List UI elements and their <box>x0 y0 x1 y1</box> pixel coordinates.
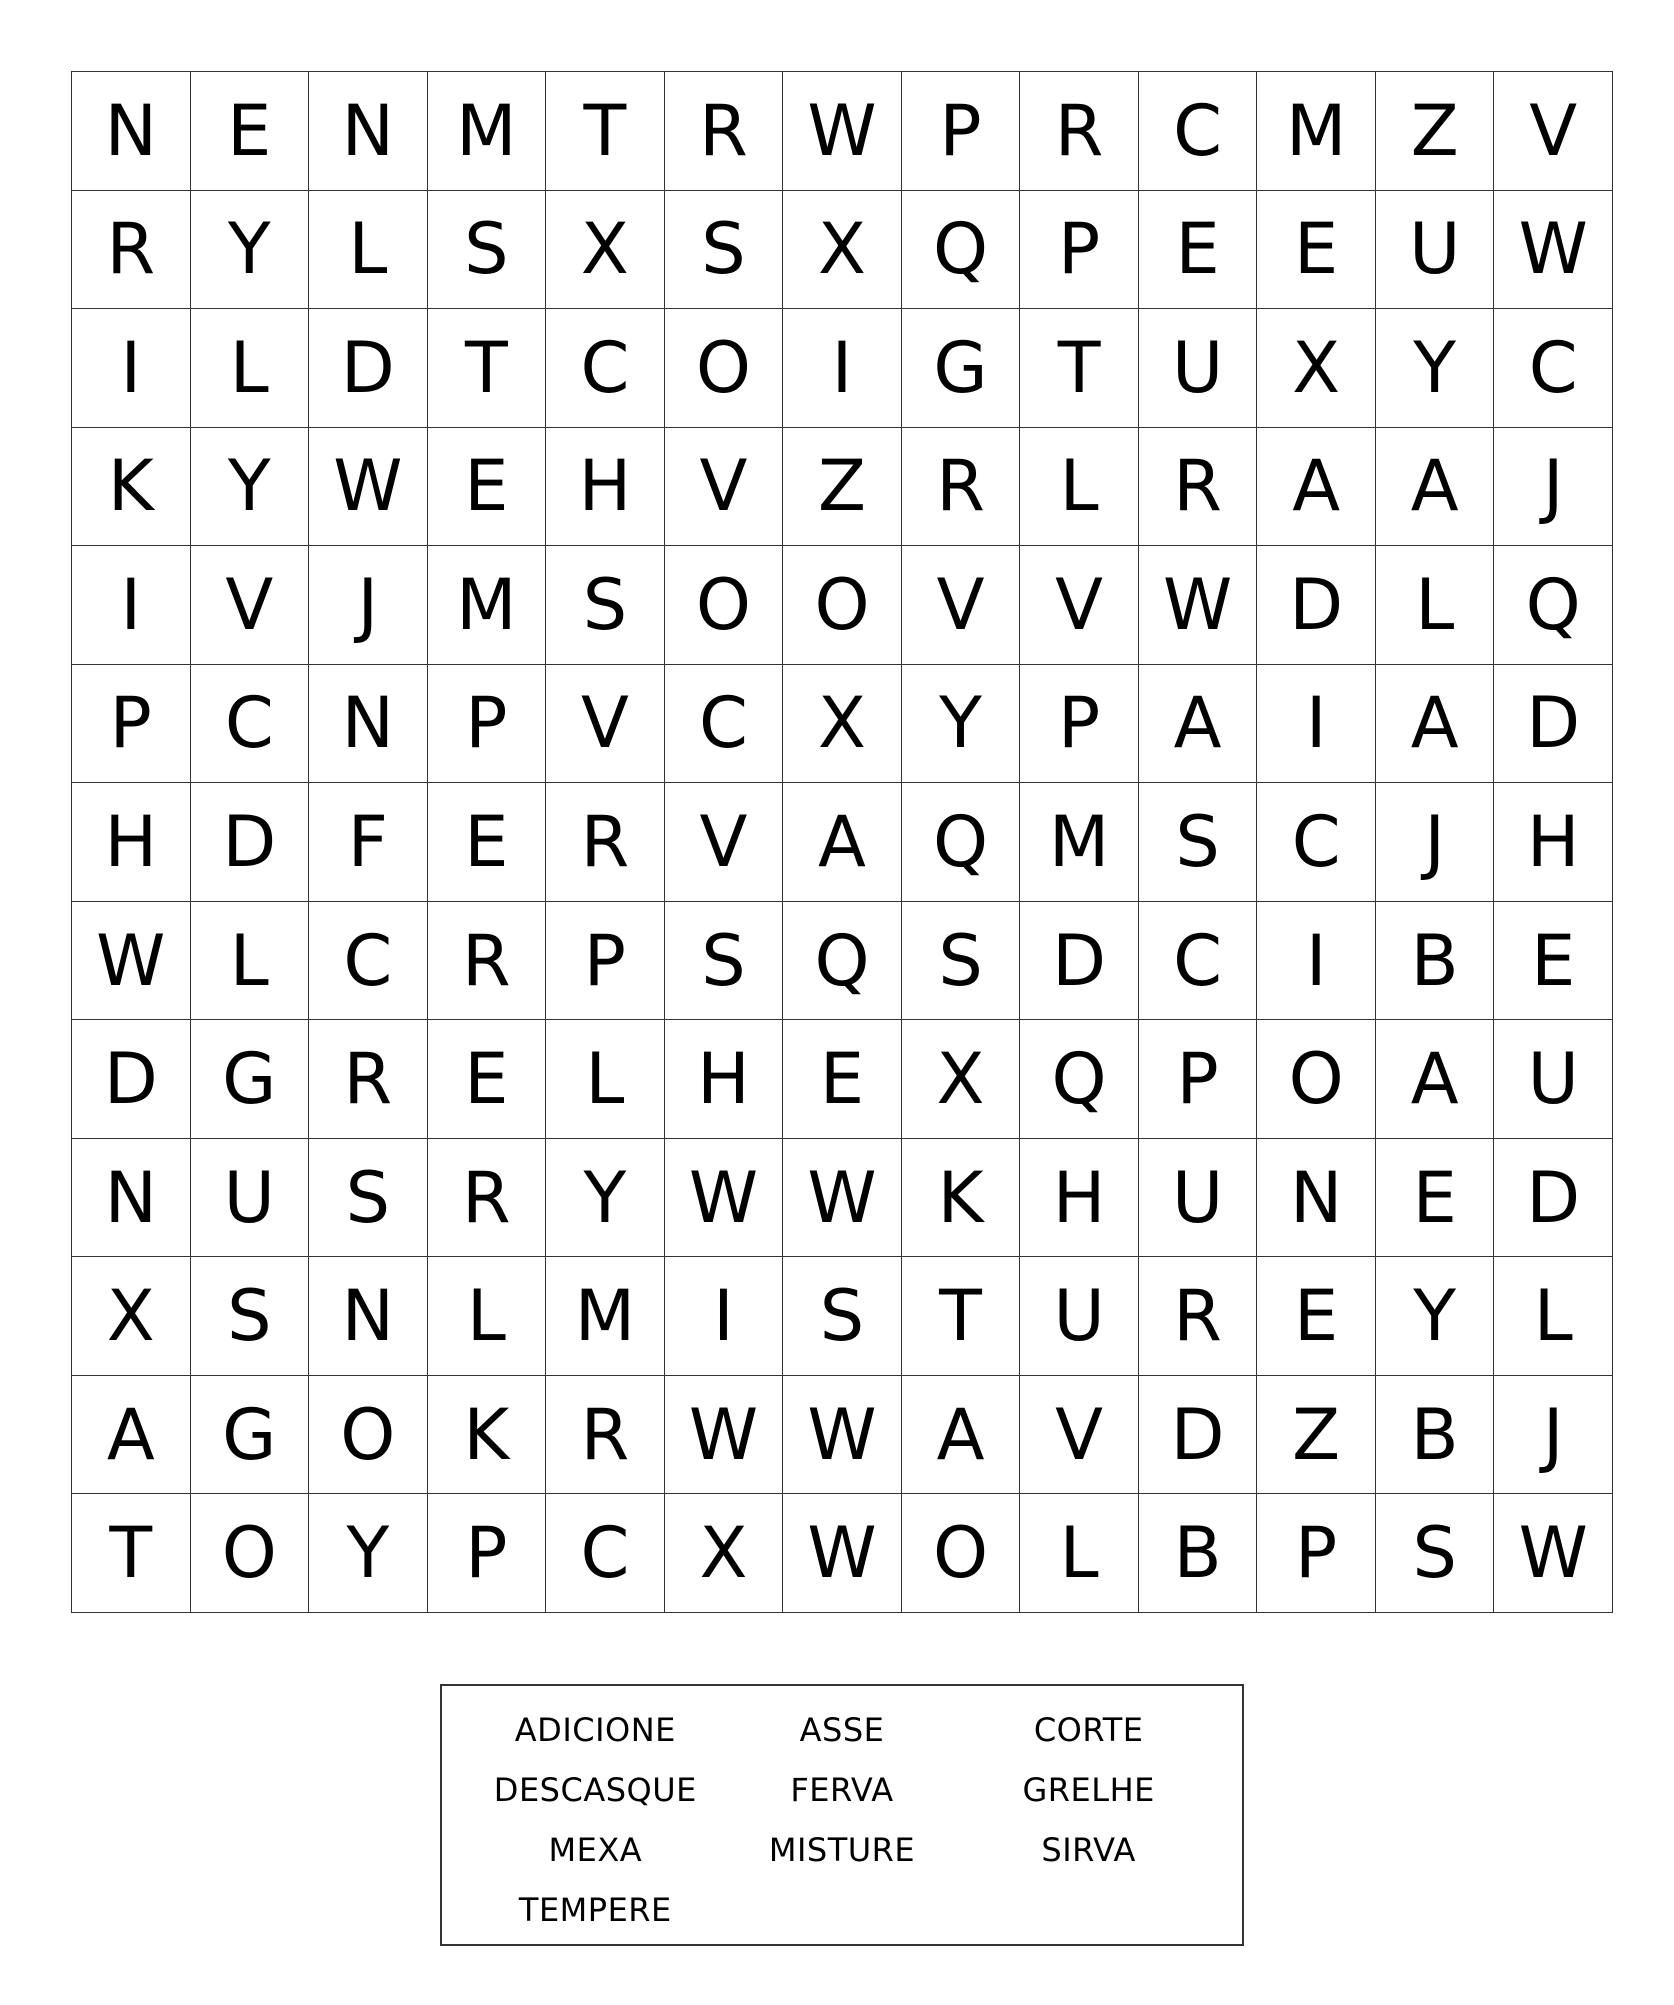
grid-cell[interactable]: U <box>1139 1139 1258 1258</box>
grid-cell[interactable]: L <box>1494 1257 1613 1376</box>
grid-cell[interactable]: X <box>1257 309 1376 428</box>
grid-cell[interactable]: V <box>665 783 784 902</box>
grid-cell[interactable]: I <box>1257 665 1376 784</box>
grid-cell[interactable]: D <box>309 309 428 428</box>
grid-cell[interactable]: R <box>309 1020 428 1139</box>
grid-cell[interactable]: S <box>546 546 665 665</box>
grid-cell[interactable]: E <box>1376 1139 1495 1258</box>
grid-cell[interactable]: G <box>902 309 1021 428</box>
grid-cell[interactable]: Y <box>1376 1257 1495 1376</box>
grid-cell[interactable]: C <box>665 665 784 784</box>
grid-cell[interactable]: Q <box>783 902 902 1021</box>
grid-cell[interactable]: R <box>428 1139 547 1258</box>
grid-cell[interactable]: L <box>428 1257 547 1376</box>
grid-cell[interactable]: B <box>1376 902 1495 1021</box>
word-list-item: SIRVA <box>1041 1831 1136 1869</box>
grid-cell[interactable]: C <box>546 309 665 428</box>
grid-cell[interactable]: O <box>191 1494 310 1613</box>
grid-cell[interactable]: D <box>1494 1139 1613 1258</box>
grid-cell[interactable]: Y <box>546 1139 665 1258</box>
grid-cell[interactable]: N <box>309 665 428 784</box>
grid-cell[interactable]: T <box>546 72 665 191</box>
grid-cell[interactable]: D <box>1020 902 1139 1021</box>
grid-cell[interactable]: J <box>309 546 428 665</box>
grid-cell[interactable]: Z <box>783 428 902 547</box>
grid-cell[interactable]: E <box>191 72 310 191</box>
grid-cell[interactable]: N <box>309 1257 428 1376</box>
grid-cell[interactable]: U <box>1139 309 1258 428</box>
grid-cell[interactable]: E <box>1139 191 1258 310</box>
grid-cell[interactable]: X <box>902 1020 1021 1139</box>
grid-cell[interactable]: I <box>665 1257 784 1376</box>
word-list-box <box>440 1684 1244 1946</box>
grid-cell[interactable]: V <box>1020 1376 1139 1495</box>
grid-cell[interactable]: D <box>191 783 310 902</box>
grid-cell[interactable]: S <box>665 191 784 310</box>
grid-cell[interactable]: J <box>1494 1376 1613 1495</box>
grid-cell[interactable]: R <box>1020 72 1139 191</box>
grid-cell[interactable]: N <box>309 72 428 191</box>
grid-cell[interactable]: S <box>309 1139 428 1258</box>
grid-cell[interactable]: O <box>783 546 902 665</box>
grid-cell[interactable]: A <box>1257 428 1376 547</box>
grid-cell[interactable]: Q <box>1020 1020 1139 1139</box>
grid-cell[interactable]: C <box>191 665 310 784</box>
grid-cell[interactable]: L <box>309 191 428 310</box>
grid-cell[interactable]: S <box>428 191 547 310</box>
grid-cell[interactable]: D <box>1139 1376 1258 1495</box>
grid-cell[interactable]: J <box>1376 783 1495 902</box>
grid-cell[interactable]: O <box>665 309 784 428</box>
grid-cell[interactable]: G <box>191 1376 310 1495</box>
grid-cell[interactable]: I <box>72 309 191 428</box>
grid-cell[interactable]: V <box>902 546 1021 665</box>
grid-cell[interactable]: L <box>546 1020 665 1139</box>
grid-cell[interactable]: M <box>1257 72 1376 191</box>
grid-cell[interactable]: Q <box>1494 546 1613 665</box>
grid-cell[interactable]: M <box>546 1257 665 1376</box>
grid-cell[interactable]: E <box>783 1020 902 1139</box>
grid-cell[interactable]: T <box>72 1494 191 1613</box>
grid-cell[interactable]: Y <box>309 1494 428 1613</box>
grid-cell[interactable]: C <box>546 1494 665 1613</box>
grid-cell[interactable]: R <box>902 428 1021 547</box>
grid-cell[interactable]: C <box>1139 902 1258 1021</box>
grid-cell[interactable]: L <box>191 902 310 1021</box>
grid-cell[interactable]: R <box>72 191 191 310</box>
grid-cell[interactable]: B <box>1376 1376 1495 1495</box>
word-list-item: CORTE <box>1033 1711 1144 1749</box>
grid-cell[interactable]: W <box>783 72 902 191</box>
grid-cell[interactable]: W <box>783 1139 902 1258</box>
grid-cell[interactable]: Q <box>902 191 1021 310</box>
grid-cell[interactable]: T <box>428 309 547 428</box>
grid-cell[interactable]: G <box>191 1020 310 1139</box>
grid-cell[interactable]: W <box>665 1376 784 1495</box>
grid-cell[interactable]: X <box>72 1257 191 1376</box>
grid-cell[interactable]: S <box>191 1257 310 1376</box>
grid-cell[interactable]: Y <box>191 191 310 310</box>
grid-cell[interactable]: Y <box>1376 309 1495 428</box>
grid-cell[interactable]: S <box>783 1257 902 1376</box>
grid-cell[interactable]: P <box>902 72 1021 191</box>
grid-cell[interactable]: P <box>1020 665 1139 784</box>
word-list <box>472 1700 1212 1940</box>
grid-cell[interactable]: O <box>309 1376 428 1495</box>
grid-cell[interactable]: F <box>309 783 428 902</box>
grid-cell[interactable]: L <box>191 309 310 428</box>
grid-cell[interactable]: L <box>1376 546 1495 665</box>
grid-cell[interactable]: H <box>665 1020 784 1139</box>
grid-cell[interactable]: W <box>783 1376 902 1495</box>
word-list-item: GRELHE <box>1022 1771 1155 1809</box>
grid-cell[interactable]: A <box>1139 665 1258 784</box>
grid-cell[interactable]: W <box>1494 1494 1613 1613</box>
grid-cell[interactable]: P <box>72 665 191 784</box>
grid-cell[interactable]: K <box>902 1139 1021 1258</box>
grid-cell[interactable]: R <box>1139 1257 1258 1376</box>
grid-cell[interactable]: X <box>783 191 902 310</box>
grid-cell[interactable]: Z <box>1257 1376 1376 1495</box>
grid-cell[interactable]: C <box>1257 783 1376 902</box>
grid-cell[interactable]: M <box>428 546 547 665</box>
grid-cell[interactable]: R <box>665 72 784 191</box>
grid-cell[interactable]: B <box>1139 1494 1258 1613</box>
grid-cell[interactable]: L <box>1020 428 1139 547</box>
grid-cell[interactable]: N <box>72 72 191 191</box>
grid-cell[interactable]: V <box>665 428 784 547</box>
grid-cell[interactable]: M <box>428 72 547 191</box>
grid-cell[interactable]: C <box>309 902 428 1021</box>
grid-cell[interactable]: E <box>428 1020 547 1139</box>
grid-cell[interactable]: V <box>1494 72 1613 191</box>
grid-cell[interactable]: A <box>902 1376 1021 1495</box>
grid-cell[interactable]: M <box>1020 783 1139 902</box>
grid-cell[interactable]: O <box>665 546 784 665</box>
grid-cell[interactable]: A <box>1376 1020 1495 1139</box>
grid-cell[interactable]: P <box>546 902 665 1021</box>
grid-cell[interactable]: O <box>1257 1020 1376 1139</box>
grid-cell[interactable]: R <box>428 902 547 1021</box>
grid-cell[interactable]: V <box>1020 546 1139 665</box>
grid-cell[interactable]: P <box>1020 191 1139 310</box>
grid-cell[interactable]: S <box>1139 783 1258 902</box>
word-list-item: FERVA <box>790 1771 894 1809</box>
grid-cell[interactable]: W <box>1494 191 1613 310</box>
grid-cell[interactable]: A <box>1376 428 1495 547</box>
grid-cell[interactable]: P <box>1139 1020 1258 1139</box>
grid-cell[interactable]: X <box>546 191 665 310</box>
grid-cell[interactable]: W <box>665 1139 784 1258</box>
grid-cell[interactable]: E <box>1257 1257 1376 1376</box>
grid-cell[interactable]: S <box>665 902 784 1021</box>
grid-cell[interactable]: N <box>1257 1139 1376 1258</box>
grid-cell[interactable]: H <box>546 428 665 547</box>
grid-cell[interactable]: K <box>428 1376 547 1495</box>
word-list-item: MEXA <box>548 1831 643 1869</box>
grid-cell[interactable]: Y <box>902 665 1021 784</box>
grid-cell[interactable]: P <box>428 1494 547 1613</box>
grid-cell[interactable]: D <box>72 1020 191 1139</box>
grid-cell[interactable]: D <box>1494 665 1613 784</box>
grid-cell[interactable]: U <box>191 1139 310 1258</box>
grid-cell[interactable]: A <box>783 783 902 902</box>
letter-grid <box>71 71 1613 1613</box>
grid-cell[interactable]: I <box>72 546 191 665</box>
word-list-item: ASSE <box>799 1711 885 1749</box>
grid-cell[interactable]: Q <box>902 783 1021 902</box>
grid-cell[interactable]: N <box>72 1139 191 1258</box>
grid-cell[interactable]: A <box>72 1376 191 1495</box>
grid-cell[interactable]: C <box>1494 309 1613 428</box>
grid-cell[interactable]: Z <box>1376 72 1495 191</box>
grid-cell[interactable]: R <box>546 1376 665 1495</box>
grid-cell[interactable]: U <box>1020 1257 1139 1376</box>
word-list-item: DESCASQUE <box>493 1771 697 1809</box>
grid-cell[interactable]: H <box>72 783 191 902</box>
grid-cell[interactable]: T <box>1020 309 1139 428</box>
grid-cell[interactable]: C <box>1139 72 1258 191</box>
grid-cell[interactable]: W <box>72 902 191 1021</box>
grid-cell[interactable]: E <box>1494 902 1613 1021</box>
grid-cell[interactable]: E <box>428 428 547 547</box>
grid-cell[interactable]: H <box>1494 783 1613 902</box>
grid-cell[interactable]: K <box>72 428 191 547</box>
grid-cell[interactable]: U <box>1376 191 1495 310</box>
grid-cell[interactable]: W <box>309 428 428 547</box>
grid-cell[interactable]: W <box>1139 546 1258 665</box>
grid-cell[interactable]: H <box>1020 1139 1139 1258</box>
grid-cell[interactable]: Y <box>191 428 310 547</box>
grid-cell[interactable]: J <box>1494 428 1613 547</box>
grid-cell[interactable]: T <box>902 1257 1021 1376</box>
grid-cell[interactable]: O <box>902 1494 1021 1613</box>
grid-cell[interactable]: L <box>1020 1494 1139 1613</box>
grid-cell[interactable]: D <box>1257 546 1376 665</box>
grid-cell[interactable]: R <box>1139 428 1258 547</box>
grid-cell[interactable]: P <box>428 665 547 784</box>
grid-cell[interactable]: V <box>546 665 665 784</box>
word-list-item: ADICIONE <box>514 1711 676 1749</box>
grid-cell[interactable]: A <box>1376 665 1495 784</box>
grid-cell[interactable]: I <box>783 309 902 428</box>
grid-cell[interactable]: V <box>191 546 310 665</box>
word-list-item: TEMPERE <box>518 1891 672 1929</box>
grid-cell[interactable]: S <box>902 902 1021 1021</box>
grid-cell[interactable]: E <box>1257 191 1376 310</box>
grid-cell[interactable]: P <box>1257 1494 1376 1613</box>
grid-cell[interactable]: U <box>1494 1020 1613 1139</box>
grid-cell[interactable]: E <box>428 783 547 902</box>
grid-cell[interactable]: S <box>1376 1494 1495 1613</box>
grid-cell[interactable]: R <box>546 783 665 902</box>
grid-cell[interactable]: X <box>783 665 902 784</box>
grid-cell[interactable]: W <box>783 1494 902 1613</box>
word-list-item: MISTURE <box>768 1831 916 1869</box>
grid-cell[interactable]: X <box>665 1494 784 1613</box>
grid-cell[interactable]: I <box>1257 902 1376 1021</box>
